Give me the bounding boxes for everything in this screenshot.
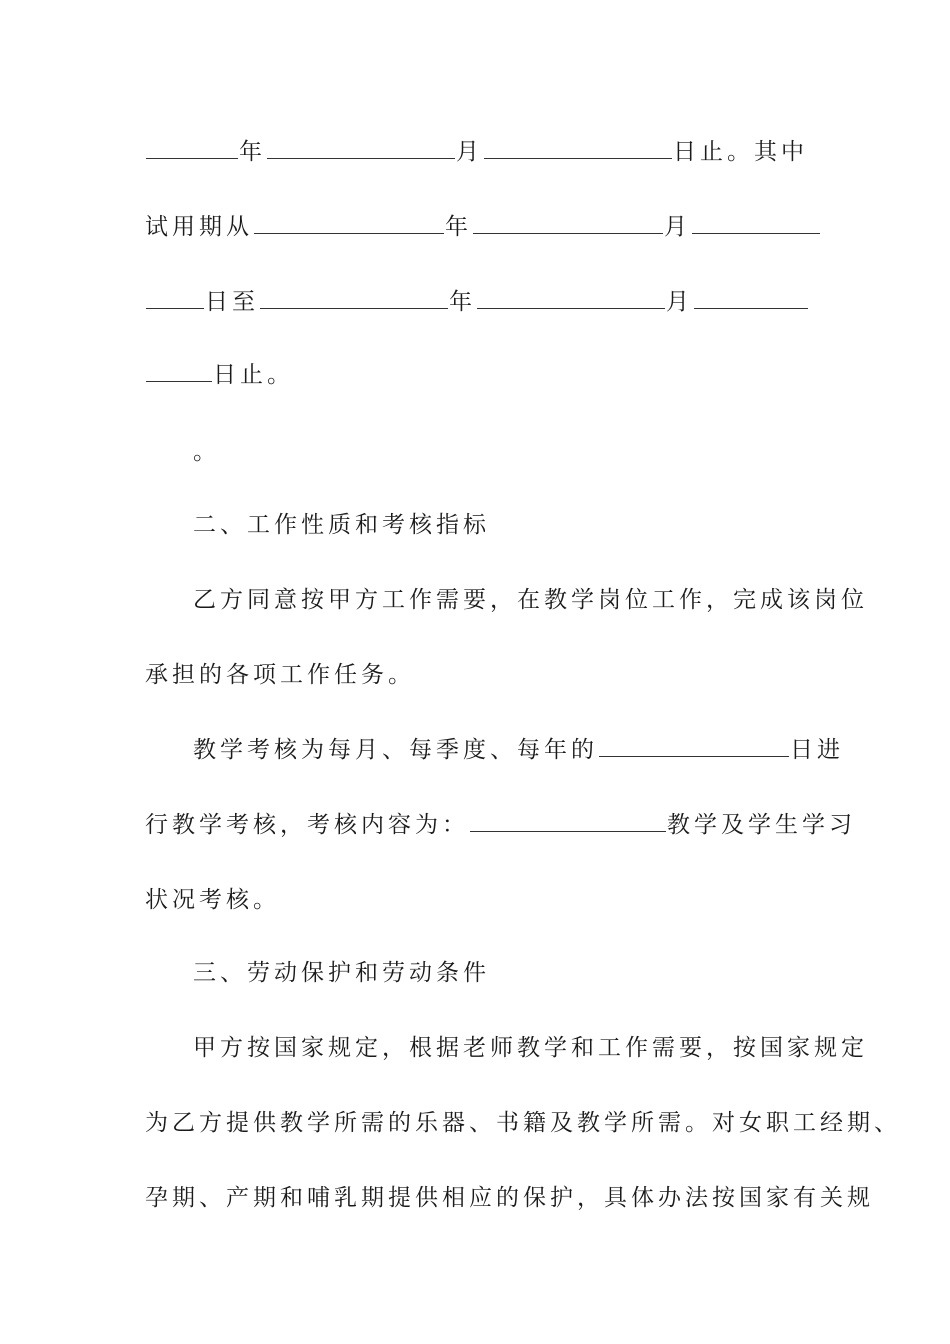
label-month: 月 bbox=[664, 214, 691, 240]
label-month: 月 bbox=[666, 289, 693, 315]
label-year: 年 bbox=[445, 214, 472, 240]
section-2-paragraph-1-line-2: 承担的各项工作任务。 bbox=[145, 662, 415, 688]
label-day-end: 日止。其中 bbox=[673, 139, 808, 165]
assessment-period-text: 教学考核为每月、每季度、每年的 bbox=[193, 737, 598, 763]
probation-end-line bbox=[145, 282, 810, 322]
blank-probation-month-field[interactable] bbox=[473, 209, 663, 234]
blank-day-field[interactable] bbox=[484, 134, 672, 159]
section-3-heading: 三、劳动保护和劳动条件 bbox=[193, 960, 490, 986]
blank-probation-day-field[interactable] bbox=[692, 209, 820, 234]
blank-assessment-content-field[interactable] bbox=[470, 807, 666, 832]
label-day-stop: 日止。 bbox=[213, 362, 294, 388]
section-2-paragraph-2-line-2 bbox=[145, 805, 856, 845]
label-probation-from: 试用期从 bbox=[145, 214, 253, 240]
blank-month-field[interactable] bbox=[267, 134, 455, 159]
date-end-line bbox=[145, 132, 810, 172]
assessment-day-label: 日进 bbox=[790, 737, 844, 763]
section-3-paragraph-1-line-2: 为乙方提供教学所需的乐器、书籍及教学所需。对女职工经期、 bbox=[145, 1110, 901, 1136]
assessment-content-text: 行教学考核，考核内容为： bbox=[145, 812, 469, 838]
blank-probation-day-cont[interactable] bbox=[146, 284, 204, 309]
section-2-paragraph-2-line-3: 状况考核。 bbox=[145, 887, 280, 913]
blank-probation-end-day-cont[interactable] bbox=[146, 357, 212, 382]
label-year: 年 bbox=[239, 139, 266, 165]
stray-period: 。 bbox=[193, 439, 220, 465]
blank-probation-end-month-field[interactable] bbox=[477, 284, 665, 309]
blank-year-field[interactable] bbox=[146, 134, 238, 159]
section-2-heading: 二、工作性质和考核指标 bbox=[193, 512, 490, 538]
section-2-paragraph-1-line-1: 乙方同意按甲方工作需要，在教学岗位工作，完成该岗位 bbox=[193, 587, 868, 613]
blank-assessment-day-field[interactable] bbox=[599, 732, 789, 757]
label-day-to: 日至 bbox=[205, 289, 259, 315]
section-2-paragraph-2-line-1 bbox=[193, 730, 844, 770]
label-month: 月 bbox=[456, 139, 483, 165]
blank-probation-end-year-field[interactable] bbox=[260, 284, 448, 309]
assessment-content-label: 教学及学生学习 bbox=[667, 812, 856, 838]
section-3-paragraph-1-line-1: 甲方按国家规定，根据老师教学和工作需要，按国家规定 bbox=[193, 1035, 868, 1061]
probation-end-day-line bbox=[145, 355, 810, 395]
section-3-paragraph-1-line-3: 孕期、产期和哺乳期提供相应的保护，具体办法按国家有关规 bbox=[145, 1185, 874, 1211]
label-year: 年 bbox=[449, 289, 476, 315]
blank-probation-year-field[interactable] bbox=[254, 209, 444, 234]
probation-start-line bbox=[145, 207, 810, 247]
blank-probation-end-day-field[interactable] bbox=[694, 284, 808, 309]
